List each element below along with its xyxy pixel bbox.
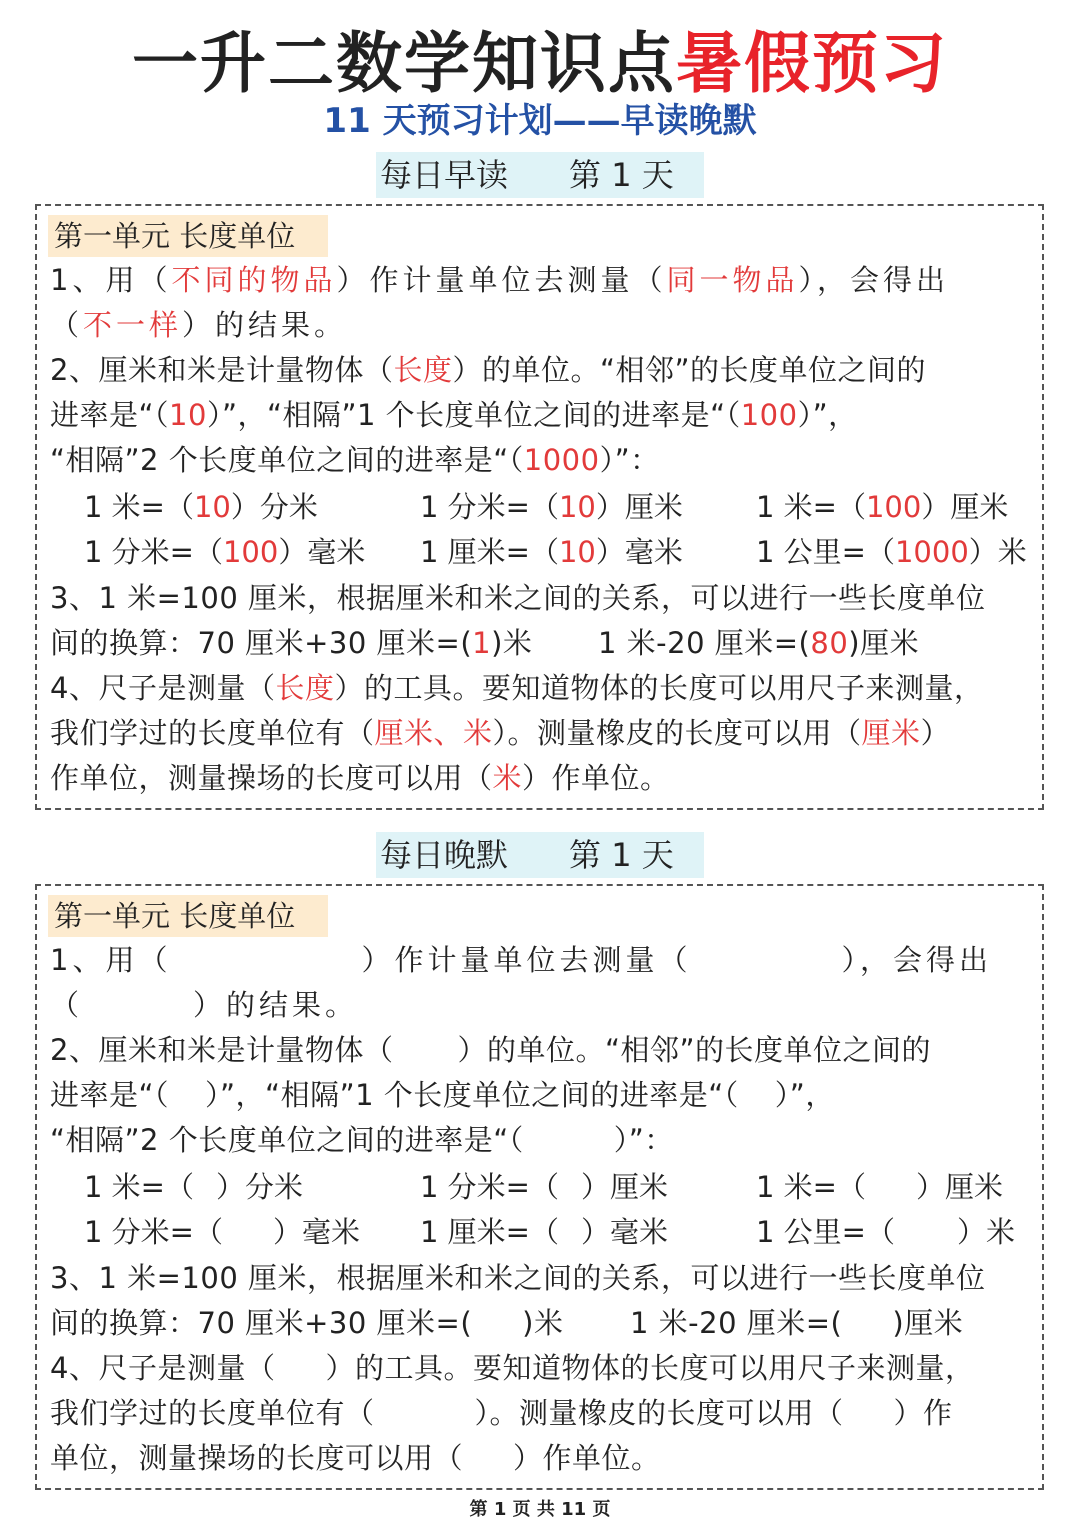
answer: 1 (472, 626, 492, 660)
morning-unit-label: 第一单元 长度单位 (48, 215, 328, 257)
title-highlight: 暑假预习 (676, 25, 948, 102)
text: ）”，“相隔”1 个长度单位之间的进率是“（ (206, 398, 741, 432)
text: 1、用（ (50, 943, 172, 977)
text: ）毫米 (272, 1215, 360, 1249)
text: 进率是“（ (50, 398, 170, 432)
evening-conv-2 (420, 1165, 668, 1210)
morning-conv-2 (420, 485, 683, 530)
morning-q4-line1 (50, 666, 1035, 711)
text: ） (920, 716, 951, 750)
morning-q3-line1: 3、1 米=100 厘米，根据厘米和米之间的关系，可以进行一些长度单位 (50, 581, 986, 615)
morning-q2-line1 (50, 348, 1035, 393)
text: ）的单位。“相邻”的长度单位之间的 (457, 1033, 932, 1067)
text: 我们学过的长度单位有（ (50, 716, 375, 750)
text: ）作 (893, 1396, 953, 1430)
text: 1 米=（ (84, 1170, 194, 1204)
text: ）毫米 (278, 535, 366, 569)
evening-q4-line1 (50, 1346, 1035, 1391)
text: ）”： (599, 443, 660, 477)
text: 2、厘米和米是计量物体（ (50, 1033, 394, 1067)
evening-q2-line3 (50, 1118, 1035, 1163)
text: “相隔”2 个长度单位之间的进率是“（ (50, 1123, 524, 1157)
answer: 80 (810, 626, 849, 660)
text: 1 米-20 厘米=( (598, 626, 811, 660)
text: ）的结果。 (193, 988, 359, 1022)
text: （ (50, 988, 84, 1022)
morning-conv-3 (756, 485, 1008, 530)
answer: 10 (193, 490, 231, 524)
answer: 同一物品 (666, 263, 799, 297)
text: 4、尺子是测量（ (50, 671, 276, 705)
morning-conv-1 (84, 485, 318, 530)
text: 我们学过的长度单位有（ (50, 1396, 375, 1430)
evening-q3-line2 (50, 1301, 1035, 1346)
evening-q3-line1: 3、1 米=100 厘米，根据厘米和米之间的关系，可以进行一些长度单位 (50, 1261, 986, 1295)
text: 单位，测量操场的长度可以用（ (50, 1441, 464, 1475)
morning-heading: 每日早读 第 1 天 (376, 152, 704, 198)
text: 1 分米=（ (420, 1170, 559, 1204)
text: ）米 (956, 1215, 1015, 1249)
text: ），会得出 (798, 263, 950, 297)
answer: 厘米、米 (374, 716, 493, 750)
text: ），会得出 (841, 943, 992, 977)
text: 1 米=（ (84, 490, 194, 524)
text: ）的工具。要知道物体的长度可以用尺子来测量， (325, 1351, 975, 1385)
answer: 不一样 (83, 308, 183, 342)
evening-q4-line3 (50, 1436, 1035, 1481)
text: ）”： (613, 1123, 674, 1157)
answer: 米 (492, 761, 523, 795)
text: 1 分米=（ (84, 535, 223, 569)
text: 1、用（ (50, 263, 172, 297)
text: )厘米 (848, 626, 920, 660)
answer: 长度 (275, 671, 335, 705)
page-footer: 第 1 页 共 11 页 (469, 1499, 611, 1520)
text: ）分米 (215, 1170, 303, 1204)
text: ）作单位。 (522, 761, 670, 795)
text: ）的结果。 (182, 308, 348, 342)
page-title (0, 22, 1080, 106)
text: 1 分米=（ (420, 490, 559, 524)
evening-conv-5 (420, 1210, 668, 1255)
title-main: 一升二数学知识点 (132, 25, 676, 102)
text: 1 厘米=（ (420, 1215, 559, 1249)
answer: 不同的物品 (171, 263, 337, 297)
text: ）厘米 (595, 490, 683, 524)
evening-q1-line2 (50, 983, 1035, 1028)
evening-q2-line1 (50, 1028, 1035, 1073)
answer: 100 (740, 398, 798, 432)
evening-q2-line2 (50, 1073, 1035, 1118)
evening-conv-1 (84, 1165, 303, 1210)
morning-q2-line3 (50, 438, 1035, 483)
text: 1 厘米=（ (420, 535, 559, 569)
morning-q2-line2 (50, 393, 1035, 438)
text: ）毫米 (595, 535, 683, 569)
answer: 1000 (523, 443, 600, 477)
answer: 10 (558, 490, 596, 524)
evening-q4-line2 (50, 1391, 1035, 1436)
text: )米 (522, 1306, 564, 1340)
text: ）”，“相隔”1 个长度单位之间的进率是“（ (205, 1078, 739, 1112)
text: ）作计量单位去测量（ (336, 263, 667, 297)
text: 1 公里=（ (756, 535, 895, 569)
answer: 长度 (393, 353, 453, 387)
morning-conv-4 (84, 530, 365, 575)
text: 1 米=（ (756, 490, 866, 524)
text: ）”， (797, 398, 858, 432)
text: ）的单位。“相邻”的长度单位之间的 (452, 353, 927, 387)
text: ）米 (968, 535, 1027, 569)
text: ）厘米 (921, 490, 1009, 524)
text: 间的换算：70 厘米+30 厘米=( (50, 1306, 473, 1340)
text: 1 米-20 厘米=( (630, 1306, 843, 1340)
answer: 100 (865, 490, 922, 524)
morning-q3-line2 (50, 621, 1035, 666)
text: )厘米 (892, 1306, 964, 1340)
text: ）毫米 (580, 1215, 668, 1249)
answer: 1000 (894, 535, 969, 569)
morning-q1-line2 (50, 303, 1035, 348)
morning-q3-part2 (598, 621, 919, 666)
answer: 厘米 (861, 716, 921, 750)
morning-conv-5 (420, 530, 683, 575)
morning-q4-line2 (50, 711, 1035, 756)
text: 作单位，测量操场的长度可以用（ (50, 761, 493, 795)
text: ）作单位。 (513, 1441, 661, 1475)
text: 1 分米=（ (84, 1215, 223, 1249)
text: ）的工具。要知道物体的长度可以用尺子来测量， (334, 671, 984, 705)
text: )米 (491, 626, 533, 660)
text: 2、厘米和米是计量物体（ (50, 353, 394, 387)
page-subtitle: 11 天预习计划——早读晚默 (323, 101, 757, 141)
answer: 100 (222, 535, 279, 569)
text: 进率是“（ (50, 1078, 170, 1112)
evening-conv-3 (756, 1165, 1003, 1210)
morning-conv-6 (756, 530, 1027, 575)
text: 1 米=（ (756, 1170, 866, 1204)
morning-q4-line3 (50, 756, 1035, 801)
text: 4、尺子是测量（ (50, 1351, 276, 1385)
text: （ (50, 308, 84, 342)
answer: 10 (169, 398, 207, 432)
text: ）”， (774, 1078, 835, 1112)
evening-q3-part2 (630, 1301, 963, 1346)
text: 1 公里=（ (756, 1215, 895, 1249)
text: ）作计量单位去测量（ (361, 943, 692, 977)
text: ）。测量橡皮的长度可以用（ (492, 716, 862, 750)
text: ）分米 (230, 490, 318, 524)
text: ）。测量橡皮的长度可以用（ (474, 1396, 844, 1430)
evening-conv-4 (84, 1210, 360, 1255)
answer: 10 (558, 535, 596, 569)
text: 间的换算：70 厘米+30 厘米=( (50, 626, 473, 660)
text: “相隔”2 个长度单位之间的进率是“（ (50, 443, 524, 477)
evening-heading: 每日晚默 第 1 天 (376, 832, 704, 878)
morning-q1-line1 (50, 258, 1035, 303)
evening-q1-line1 (50, 938, 1035, 983)
text: ）厘米 (915, 1170, 1003, 1204)
text: ）厘米 (580, 1170, 668, 1204)
evening-conv-6 (756, 1210, 1015, 1255)
evening-unit-label: 第一单元 长度单位 (48, 895, 328, 937)
